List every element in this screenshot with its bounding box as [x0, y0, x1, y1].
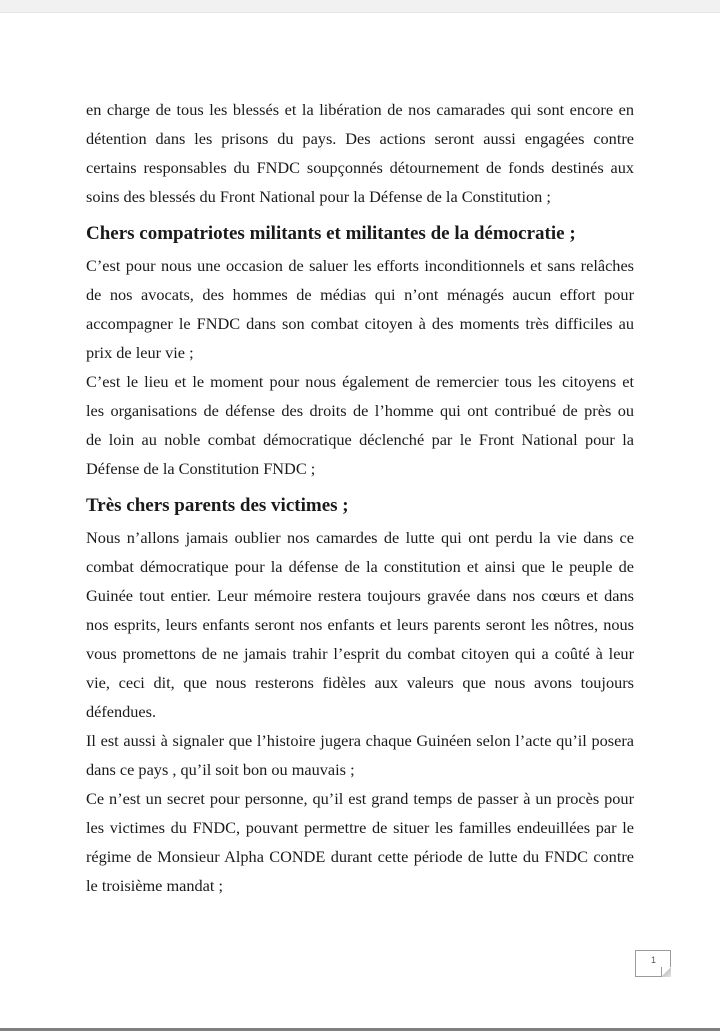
text-line: soins des blessés du Front National pour la Défense de la Constitution ;	[86, 187, 551, 206]
text-line: certains responsables du FNDC soupçonnés détournement de fonds destinés aux	[86, 158, 634, 177]
text-line: de loin au noble combat démocratique déclenché par le Front National pour la	[86, 430, 634, 449]
text-line: le troisième mandat ;	[86, 876, 223, 895]
text-line: C’est pour nous une occasion de saluer les efforts inconditionnels et sans relâches	[86, 256, 634, 275]
text-line: accompagner le FNDC dans son combat citoyen à des moments très difficiles au	[86, 314, 634, 333]
text-line: vie, ceci dit, que nous resterons fidèles aux valeurs que nous avons toujours	[86, 673, 634, 692]
paragraph	[86, 367, 634, 483]
page-number: 1	[651, 955, 657, 965]
text-line: combat démocratique pour la défense de la constitution et ainsi que le peuple de	[86, 557, 634, 576]
viewer-top-bar	[0, 0, 720, 13]
paragraph	[86, 251, 634, 367]
page-number-icon	[635, 950, 671, 977]
text-line: les organisations de défense des droits de l’homme qui ont contribué de près ou	[86, 401, 634, 420]
paragraph	[86, 784, 634, 900]
text-line: C’est le lieu et le moment pour nous également de remercier tous les citoyens et	[86, 372, 634, 391]
text-line: en charge de tous les blessés et la libération de nos camarades qui sont encore en	[86, 100, 634, 119]
text-line: défendues.	[86, 702, 157, 721]
text-line: de nos avocats, des hommes de médias qui n’ont ménagés aucun effort pour	[86, 285, 634, 304]
text-line: nos esprits, leurs enfants seront nos enfants et leurs parents seront les nôtres, nous	[86, 615, 634, 634]
document-body	[86, 95, 634, 900]
page-number-border	[636, 976, 662, 977]
text-line: Ce n’est un secret pour personne, qu’il est grand temps de passer à un procès pour	[86, 789, 634, 808]
paragraph	[86, 523, 634, 726]
paragraph	[86, 726, 634, 784]
text-line: prix de leur vie ;	[86, 343, 194, 362]
text-line: Il est aussi à signaler que l’histoire jugera chaque Guinéen selon l’acte qu’il posera	[86, 731, 634, 750]
text-line: Guinée tout entier. Leur mémoire restera toujours gravée dans nos cœurs et dans	[86, 586, 634, 605]
paragraph	[86, 95, 634, 211]
text-line: les victimes du FNDC, pouvant permettre de situer les familles endeuillées par le	[86, 818, 634, 837]
text-line: régime de Monsieur Alpha CONDE durant cette période de lutte du FNDC contre	[86, 847, 634, 866]
text-line: détention dans les prisons du pays. Des actions seront aussi engagées contre	[86, 129, 634, 148]
section-heading: Très chers parents des victimes ;	[86, 495, 349, 516]
text-line: Nous n’allons jamais oublier nos camardes de lutte qui ont perdu la vie dans ce	[86, 528, 634, 547]
text-line: Défense de la Constitution FNDC ;	[86, 459, 316, 478]
text-line: dans ce pays , qu’il soit bon ou mauvais ;	[86, 760, 355, 779]
section-heading: Chers compatriotes militants et militantes de la démocratie ;	[86, 223, 576, 244]
text-line: vous promettons de ne jamais trahir l’esprit du combat citoyen qui a coûté à leur	[86, 644, 634, 663]
